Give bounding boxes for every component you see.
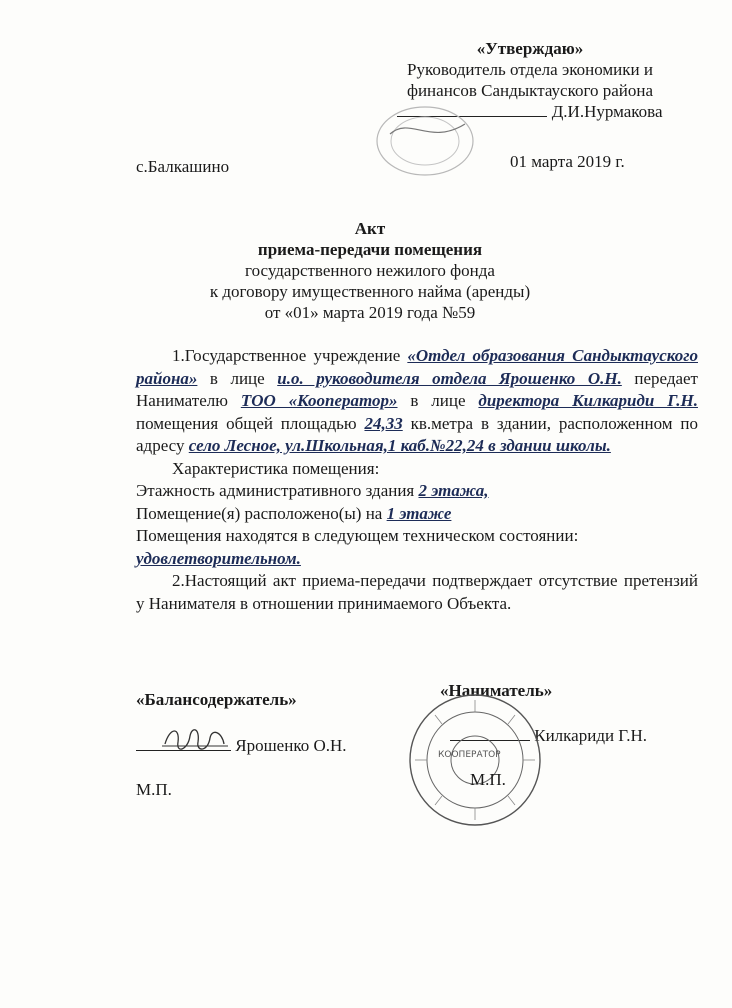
- document-title: [170, 218, 570, 323]
- title-line1: Акт: [354, 219, 386, 238]
- tenant-name: Килкариди Г.Н.: [534, 726, 647, 745]
- paragraph-1: [136, 345, 698, 458]
- condition-value: удовлетворительном.: [136, 548, 301, 568]
- round-stamp-icon: [400, 690, 550, 830]
- floors-label: Этажность административного здания: [136, 481, 419, 500]
- p1-hw4: директора Килкариди Г.Н.: [478, 391, 698, 410]
- title-line3: государственного нежилого фонда: [245, 261, 495, 280]
- floors-row: [136, 480, 698, 503]
- approval-line1: Руководитель отдела экономики и: [407, 60, 653, 79]
- approval-signer: Д.И.Нурмакова: [551, 102, 663, 121]
- p1-hw2: и.о. руководителя отдела Ярошенко О.Н.: [277, 368, 622, 388]
- p1-text4: в лице: [397, 391, 479, 410]
- balance-holder-seal-label: М.П.: [136, 780, 172, 799]
- location-value: 1 этаже: [386, 503, 452, 523]
- place: с.Балкашино: [136, 157, 230, 176]
- balance-holder-heading: «Балансодержатель»: [136, 690, 297, 709]
- title-line5: от «01» марта 2019 года №59: [264, 303, 476, 322]
- approval-line2: финансов Сандыктауского района: [406, 81, 654, 100]
- floors-value: 2 этажа,: [418, 481, 489, 500]
- tenant-seal-label: М.П.: [470, 770, 506, 789]
- approval-heading: «Утверждаю»: [476, 39, 584, 58]
- tenant-heading: «Наниматель»: [440, 681, 553, 700]
- p1-text5: помещения общей площадью: [136, 413, 365, 433]
- p1-hw6: село Лесное, ул.Школьная,1 каб.№22,24 в здании школы.: [188, 436, 611, 455]
- balance-holder-signature-icon: [160, 722, 230, 756]
- paragraph-2: 2.Настоящий акт приема-передачи подтверждает отсутствие претензий у Нанимателя в отношении принимаемого Объекта.: [136, 571, 698, 613]
- location-label: Помещение(я) расположено(ы) на: [136, 503, 387, 523]
- document-body: [136, 345, 698, 615]
- p1-text3: передает Нанимателю: [136, 368, 698, 410]
- p1-hw5: 24,33: [364, 413, 403, 433]
- title-line4: к договору имущественного найма (аренды): [209, 282, 531, 301]
- approval-stamp-icon: [370, 96, 480, 176]
- p1-hw3: ТОО «Кооператор»: [240, 391, 398, 410]
- date: 01 марта 2019 г.: [510, 152, 625, 171]
- location-row: [136, 503, 698, 526]
- balance-holder-name: Ярошенко О.Н.: [235, 736, 347, 755]
- p1-hw1: «Отдел образования Сандыктауского района»: [136, 346, 698, 388]
- p1-text1: 1.Государственное учреждение: [172, 346, 408, 365]
- characteristics-heading: Характеристика помещения:: [172, 458, 380, 478]
- p1-text2: в лице: [197, 368, 278, 388]
- p1-text6: кв.метра в здании, расположенном по адресу: [136, 413, 698, 455]
- condition-label: Помещения находятся в следующем техническом состоянии:: [136, 526, 579, 545]
- stamp-text: КООПЕРАТОР: [438, 750, 501, 760]
- title-line2: приема-передачи помещения: [257, 240, 483, 259]
